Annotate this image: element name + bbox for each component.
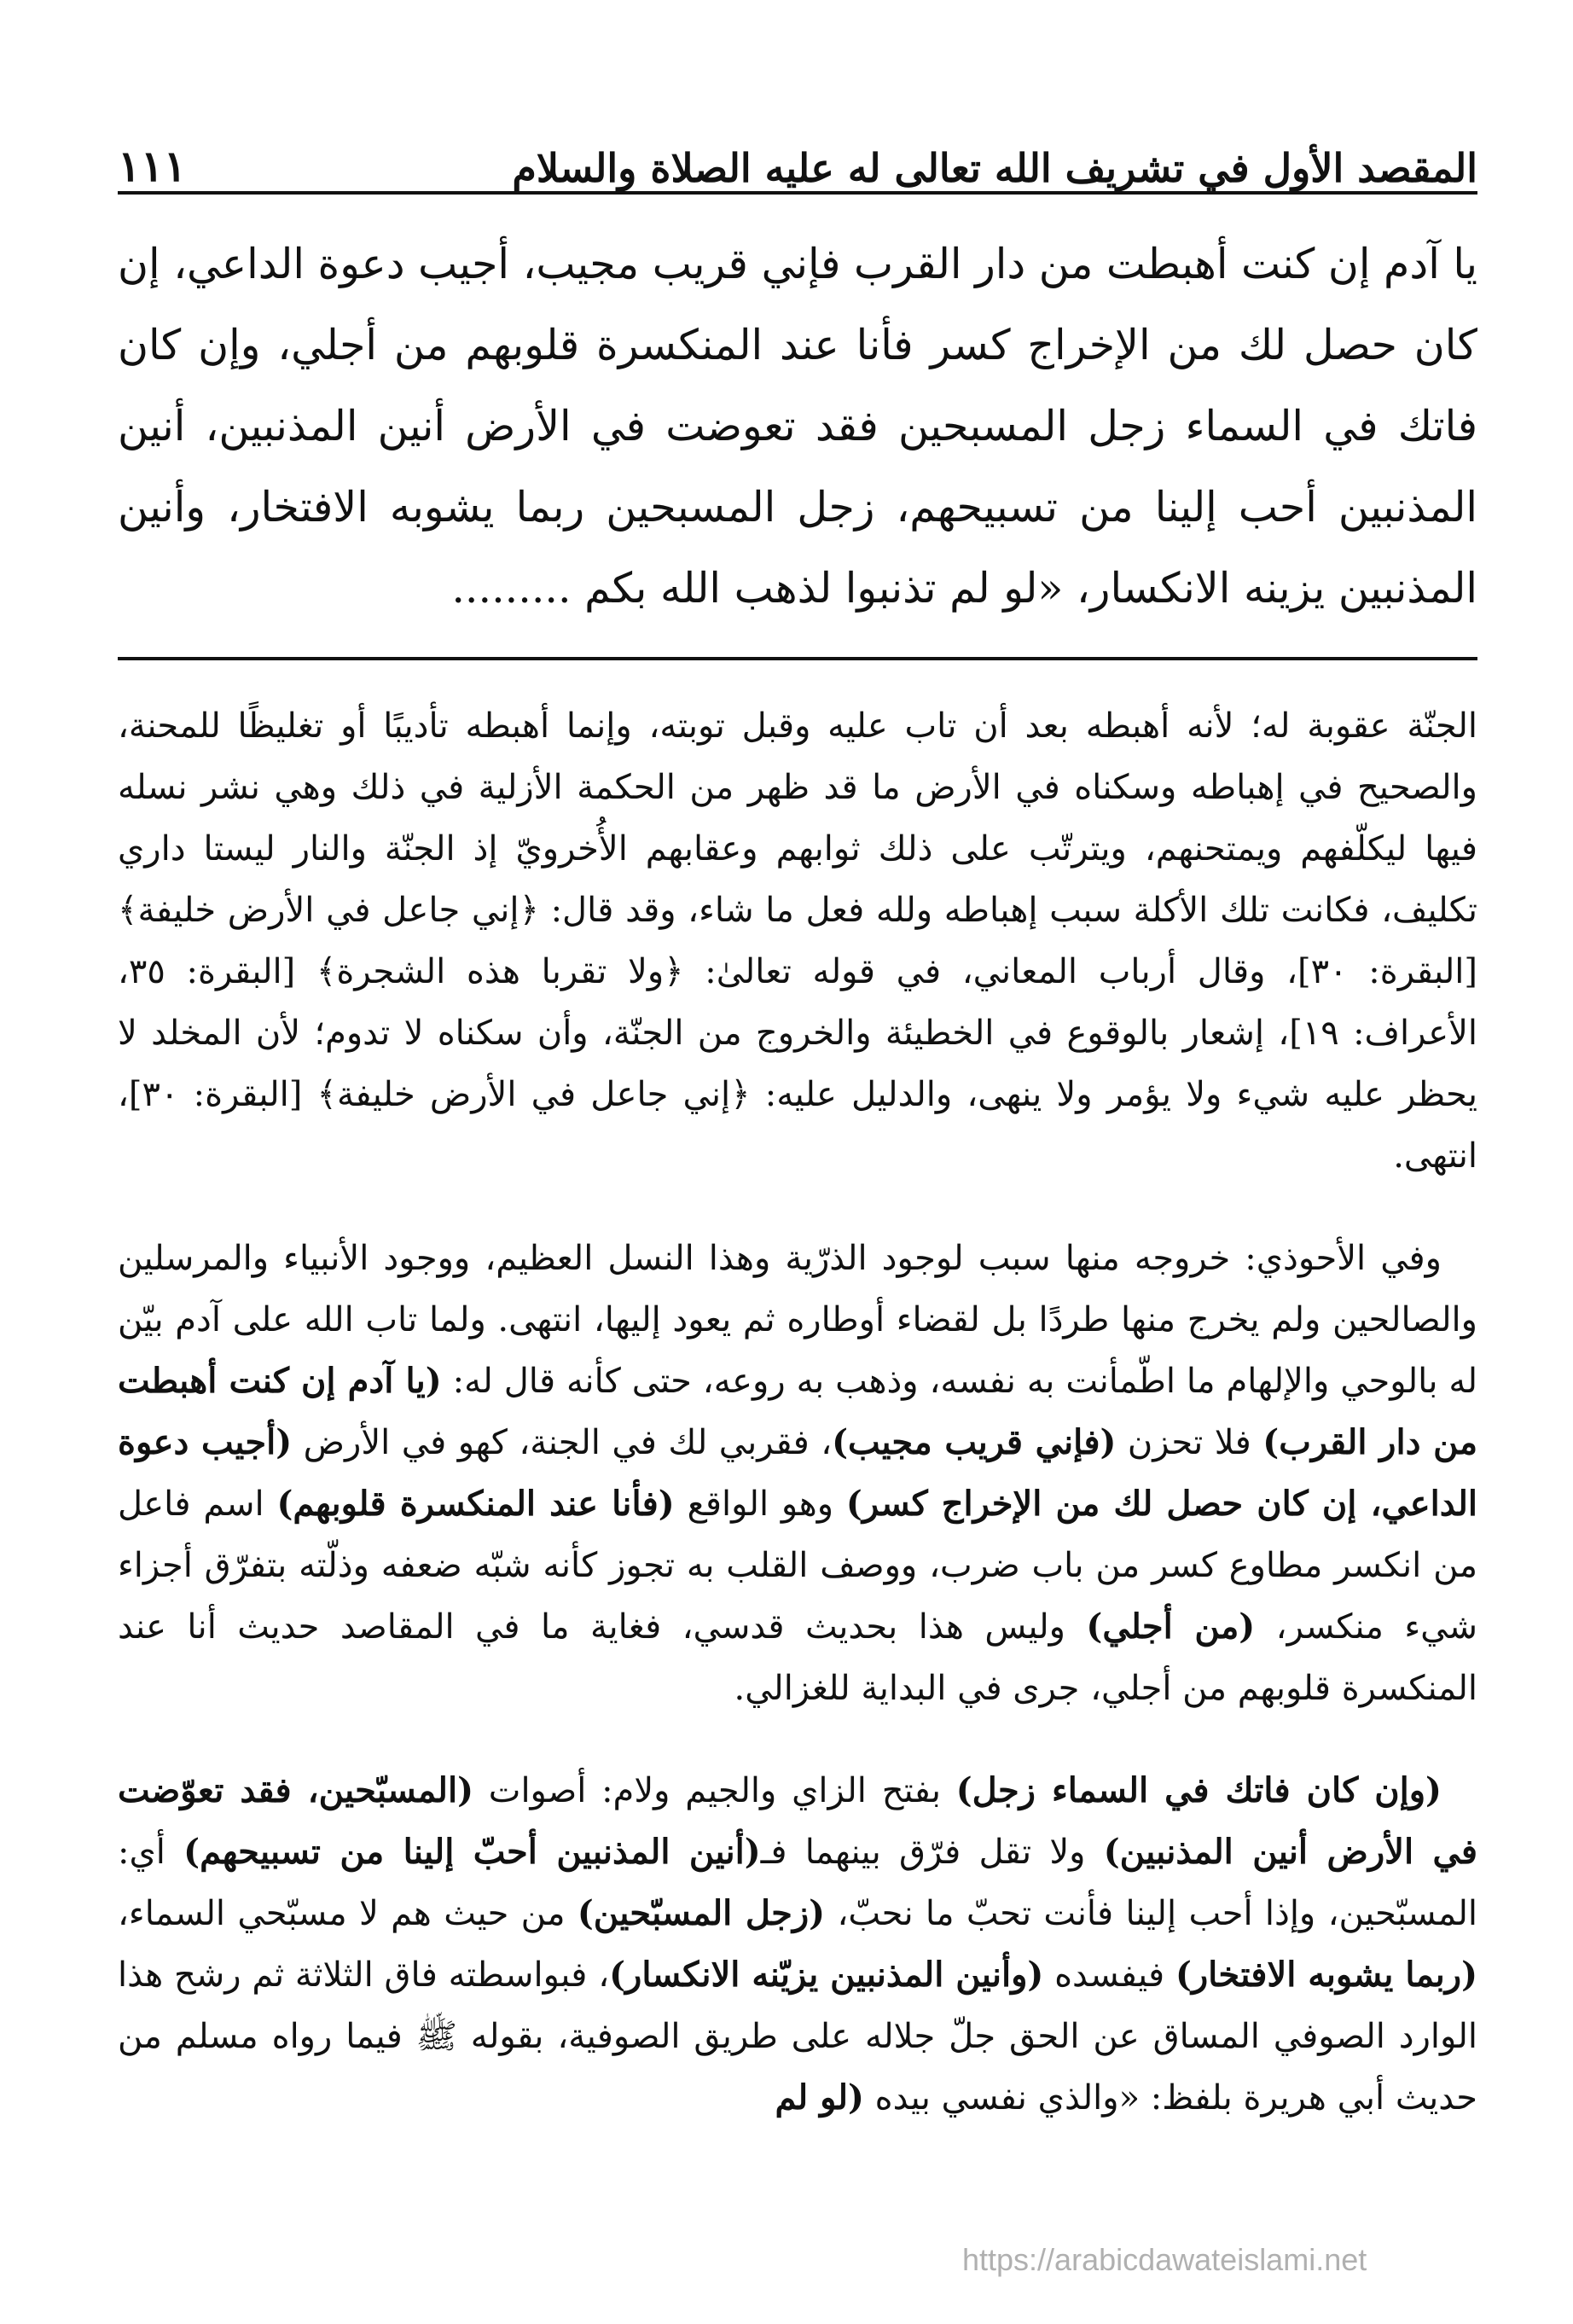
- commentary-paragraph: [118, 1760, 1477, 2129]
- commentary-divider: [118, 657, 1477, 660]
- commentary-run: ولا تقل فرّق بينهما فـ: [760, 1833, 1104, 1872]
- quoted-phrase: (ربما يشوبه الافتخار): [1175, 1955, 1478, 1995]
- quoted-phrase: (فإني قريب مجيب): [832, 1422, 1117, 1462]
- commentary-run: وفي الأحوذي: خروجه منها سبب لوجود الذرّية وهذا النسل العظيم، ووجود الأنبياء والمرسلين والصالحين ولم يخرج منها طردًا بل لقضاء أوطاره ثم يعود إليها، انتهى. ولما تاب الله على آدم بيّن له بالوحي والإلهام ما اطّمأنت به نفسه، وذهب به روعه، حتى كأنه قال له:: [118, 1239, 1478, 1401]
- commentary-paragraph: [118, 695, 1477, 1187]
- quoted-phrase: (فأنا عند المنكسرة قلوبهم): [276, 1484, 675, 1524]
- page-number: ١١١: [118, 141, 187, 191]
- commentary-run: فلا تحزن: [1116, 1423, 1263, 1462]
- quoted-phrase: (زجل المسبّحين): [577, 1893, 826, 1933]
- running-header: [118, 119, 1477, 191]
- commentary-run: أي: المسبّحين، وإذا أحب إلينا فأنت تحبّ ما نحبّ،: [118, 1833, 1478, 1933]
- commentary-paragraph: [118, 1228, 1477, 1719]
- quoted-phrase: (المسبّحين، فقد تعوّضت في الأرض أنين المذنبين): [118, 1770, 1477, 1872]
- quoted-phrase: (يا آدم إن كنت أهبطت من دار القرب): [118, 1361, 1478, 1462]
- chapter-title: المقصد الأول في تشريف الله تعالى له عليه الصلاة والسلام: [512, 145, 1477, 191]
- commentary-run: بفتح الزاي والجيم ولام: أصوات: [473, 1771, 956, 1810]
- quoted-phrase: (أجيب دعوة الداعي، إن كان حصل لك من الإخراج كسر): [118, 1422, 1477, 1524]
- hadith-text: [118, 224, 1477, 629]
- quoted-phrase: (وأنين المذنبين يزيّنه الانكسار): [609, 1955, 1044, 1995]
- hadith-paragraph: يا آدم إن كنت أهبطت من دار القرب فإني قريب مجيب، أجيب دعوة الداعي، إن كان حصل لك من الإخراج كسر فأنا عند المنكسرة قلوبهم من أجلي، وإن كان فاتك في السماء زجل المسبحين فقد تعوضت في الأرض أنين المذنبين، أنين المذنبين أحب إلينا من تسبيحهم، زجل المسبحين ربما يشوبه الافتخار، وأنين المذنبين يزينه الانكسار، «لو لم تذنبوا لذهب الله بكم .........: [118, 240, 1477, 613]
- commentary-run: من حيث هم لا مسبّحي السماء،: [118, 1894, 578, 1933]
- quoted-phrase: (أنين المذنبين أحبّ إلينا من تسبيحهم): [183, 1832, 761, 1872]
- commentary-run: فيفسده: [1043, 1955, 1175, 1995]
- quoted-phrase: (وإن كان فاتك في السماء زجل): [955, 1770, 1442, 1810]
- commentary-text: [118, 695, 1477, 2170]
- commentary-run: ، فبواسطته فاق الثلاثة ثم رشح هذا الوارد الصوفي المساق عن الحق جلّ جلاله على طريق الصوفية، بقوله ﷺ فيما رواه مسلم من حديث أبي هريرة بلفظ: «والذي نفسي بيده: [118, 1955, 1477, 2118]
- quoted-phrase: (لو لم: [775, 2077, 864, 2118]
- quoted-phrase: (من أجلي): [1086, 1606, 1256, 1647]
- watermark-url: https://arabicdawateislami.net: [962, 2242, 1367, 2277]
- commentary-run: وهو الواقع: [674, 1484, 846, 1524]
- commentary-run: الجنّة عقوبة له؛ لأنه أهبطه بعد أن تاب عليه وقبل توبته، وإنما أهبطه تأديبًا أو تغليظًا للمحنة، والصحيح في إهباطه وسكناه في الأرض ما قد ظهر من الحكمة الأزلية في ذلك وهي نشر نسله فيها ليكلّفهم ويمتحنهم، ويترتّب على ذلك ثوابهم وعقابهم الأُخرويّ إذ الجنّة والنار ليستا داري تكليف، فكانت تلك الأكلة سبب إهباطه ولله فعل ما شاء، وقد قال: ﴿إني جاعل في الأرض خليفة﴾ [البقرة: ٣٠]، وقال أرباب المعاني، في قوله تعالىٰ: ﴿ولا تقربا هذه الشجرة﴾ [البقرة: ٣٥، الأعراف: ١٩]، إشعار بالوقوع في الخطيئة والخروج من الجنّة، وأن سكناه لا تدوم؛ لأن المخلد لا يحظر عليه شيء ولا يؤمر ولا ينهى، والدليل عليه: ﴿إني جاعل في الأرض خليفة﴾ [البقرة: ٣٠]، انتهى.: [118, 706, 1477, 1176]
- commentary-run: ، فقربي لك في الجنة، كهو في الأرض: [292, 1423, 833, 1462]
- commentary-run: اسم فاعل من انكسر مطاوع كسر من باب ضرب، ووصف القلب به تجوز كأنه شبّه ضعفه وذلّته بتفرّق أجزاء شيء منكسر،: [118, 1484, 1478, 1647]
- commentary-run: وليس هذا بحديث قدسي، فغاية ما في المقاصد حديث أنا عند المنكسرة قلوبهم من أجلي، جرى في البداية للغزالي.: [118, 1607, 1477, 1708]
- header-divider: [118, 191, 1477, 195]
